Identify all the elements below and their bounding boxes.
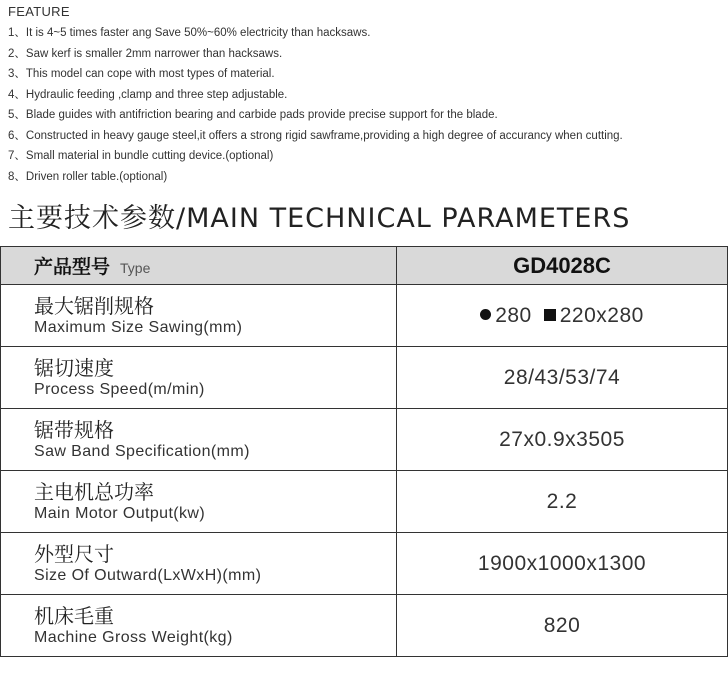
row-label-cell — [1, 409, 397, 471]
parameters-table — [0, 246, 728, 657]
row-value: 820 — [397, 595, 728, 657]
row-label-en: Process Speed(m/min) — [34, 380, 205, 398]
table-row — [1, 347, 728, 409]
table-row — [1, 595, 728, 657]
feature-item: 8、Driven roller table.(optional) — [8, 170, 168, 183]
filled-square-icon — [544, 309, 556, 321]
row-value-cell — [397, 285, 728, 347]
model-name: GD4028C — [397, 247, 728, 285]
row-label-cn: 最大锯削规格 — [34, 293, 154, 318]
round-size-value: 280 — [495, 303, 532, 327]
table-row — [1, 285, 728, 347]
row-label-cn: 锯带规格 — [34, 417, 114, 442]
row-value: 1900x1000x1300 — [397, 533, 728, 595]
row-value: 2.2 — [397, 471, 728, 533]
feature-item: 6、Constructed in heavy gauge steel,it offers a strong rigid sawframe,providing a high degree of accurancy when cutting. — [8, 129, 623, 142]
row-value: 28/43/53/74 — [397, 347, 728, 409]
row-label-en: Size Of Outward(LxWxH)(mm) — [34, 566, 262, 584]
row-label-cn: 锯切速度 — [34, 355, 114, 380]
header-label-cn: 产品型号 — [34, 256, 111, 278]
feature-item: 5、Blade guides with antifriction bearing and carbide pads provide precise support for the blade. — [8, 109, 498, 121]
table-row — [1, 471, 728, 533]
row-label-cell — [1, 347, 397, 409]
row-label-cn: 外型尺寸 — [34, 541, 114, 566]
feature-item: 1、It is 4~5 times faster ang Save 50%~60% electricity than hacksaws. — [8, 27, 371, 39]
feature-item: 7、Small material in bundle cutting device.(optional) — [8, 150, 274, 162]
table-header-row — [1, 247, 728, 285]
row-label-cell — [1, 533, 397, 595]
row-label-cell — [1, 471, 397, 533]
row-value: 27x0.9x3505 — [397, 409, 728, 471]
header-label-en: Type — [120, 260, 151, 276]
filled-circle-icon — [480, 309, 491, 320]
row-label-cell — [1, 285, 397, 347]
feature-heading: FEATURE — [8, 4, 70, 19]
feature-item: 3、This model can cope with most types of material. — [8, 68, 275, 80]
square-size-value: 220x280 — [559, 303, 644, 327]
row-label-cn: 主电机总功率 — [34, 479, 154, 504]
row-label-en: Machine Gross Weight(kg) — [34, 628, 233, 646]
table-row — [1, 409, 728, 471]
section-title: 主要技术参数/MAIN TECHNICAL PARAMETERS — [8, 203, 631, 234]
row-label-cn: 机床毛重 — [34, 603, 114, 628]
header-label-cell — [1, 247, 397, 285]
row-label-en: Maximum Size Sawing(mm) — [34, 318, 243, 336]
row-label-en: Main Motor Output(kw) — [34, 504, 206, 522]
table-row — [1, 533, 728, 595]
feature-list — [8, 23, 623, 187]
row-label-en: Saw Band Specification(mm) — [34, 442, 250, 460]
feature-item: 4、Hydraulic feeding ,clamp and three step adjustable. — [8, 88, 288, 101]
feature-item: 2、Saw kerf is smaller 2mm narrower than hacksaws. — [8, 47, 283, 60]
row-label-cell — [1, 595, 397, 657]
